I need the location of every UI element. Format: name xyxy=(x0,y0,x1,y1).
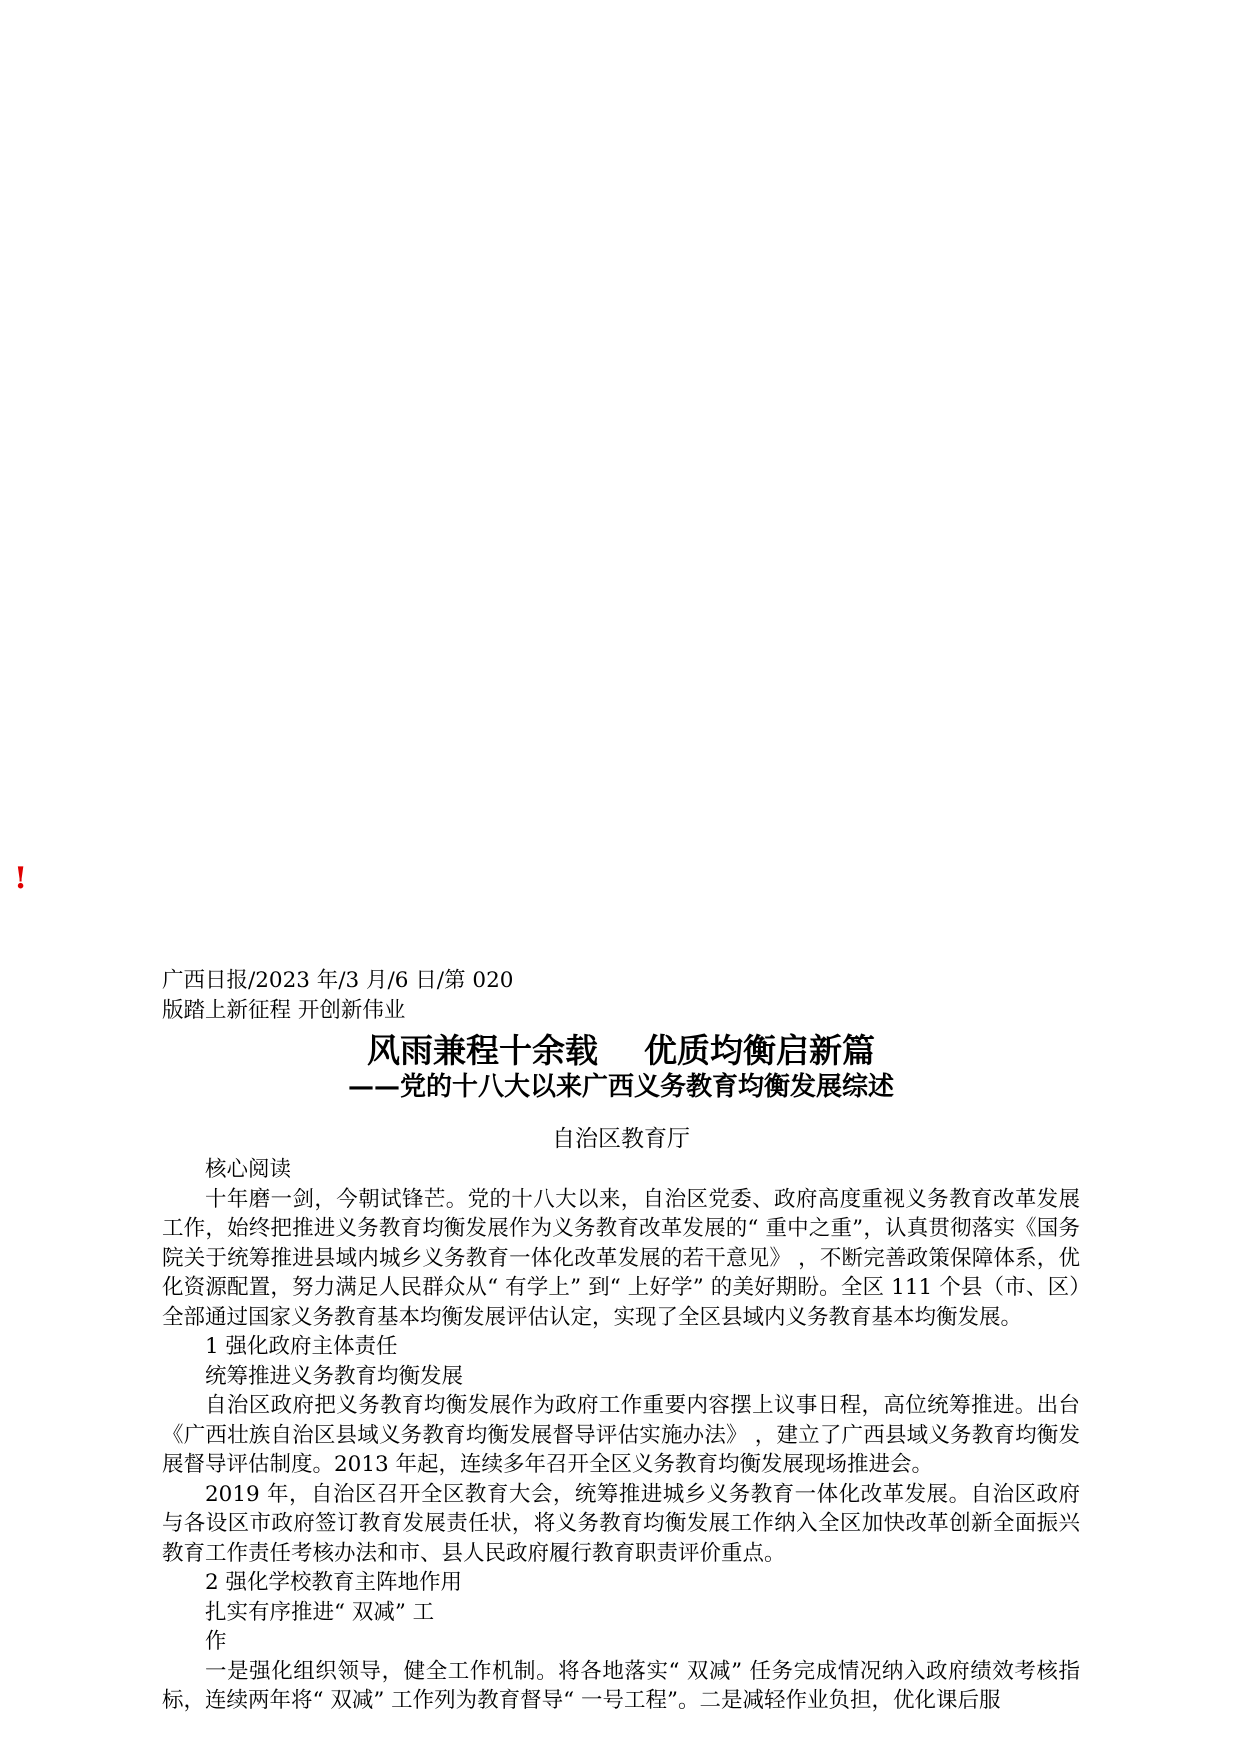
section-2-heading: 2 强化学校教育主阵地作用 xyxy=(205,1570,463,1595)
article xyxy=(162,966,1080,1716)
section-1-paragraph-1: 自治区政府把义务教育均衡发展作为政府工作重要内容摆上议事日程，高位统筹推进。出台《广西壮族自治区县域义务教育均衡发展督导评估实施办法》 ，建立了广西县域义务教育均衡发展督导评估制度。2013 年起，连续多年召开全区义务教育均衡发展现场推进会。 xyxy=(162,1393,1080,1477)
red-exclamation-mark: ! xyxy=(14,861,28,896)
article-subtitle: ——党的十八大以来广西义务教育均衡发展综述 xyxy=(347,1072,894,1102)
section-1-subheading: 统筹推进义务教育均衡发展 xyxy=(205,1363,464,1389)
section-1-paragraph-2: 2019 年，自治区召开全区教育大会，统筹推进城乡义务教育一体化改革发展。自治区政府与各设区市政府签订教育发展责任状，将义务教育均衡发展工作纳入全区加快改革创新全面振兴教育工作责任考核办法和市、县人民政府履行教育职责评价重点。 xyxy=(162,1481,1080,1566)
article-author: 自治区教育厅 xyxy=(552,1126,690,1152)
article-title: 风雨兼程十余载 优质均衡启新篇 xyxy=(367,1031,875,1070)
source-line-1: 广西日报/2023 年/3 月/6 日/第 020 xyxy=(162,968,514,993)
source-line-2: 版踏上新征程 开创新伟业 xyxy=(162,997,406,1023)
core-reading-label: 核心阅读 xyxy=(205,1157,292,1182)
intro-paragraph: 十年磨一剑，今朝试锋芒。党的十八大以来，自治区党委、政府高度重视义务教育改革发展工作，始终把推进义务教育均衡发展作为义务教育改革发展的“ 重中之重”，认真贯彻落实《国务院关于统筹推进县域内城乡义务教育一体化改革发展的若干意见》 ，不断完善政策保障体系，优化资源配置，努力满足人民群众从“ 有学上” 到“ 上好学” 的美好期盼。全区 111 个县（市、区）全部通过国家义务教育基本均衡发展评估认定，实现了全区县域内义务教育基本均衡发展。 xyxy=(162,1186,1080,1330)
section-2-subheading: 扎实有序推进“ 双减” 工作 xyxy=(205,1599,435,1654)
section-1-heading: 1 强化政府主体责任 xyxy=(205,1334,398,1359)
section-2-paragraph-1: 一是强化组织领导，健全工作机制。将各地落实“ 双减” 任务完成情况纳入政府绩效考核指标，连续两年将“ 双减” 工作列为教育督导“ 一号工程”。二是减轻作业负担，优化课后服 xyxy=(162,1658,1080,1713)
